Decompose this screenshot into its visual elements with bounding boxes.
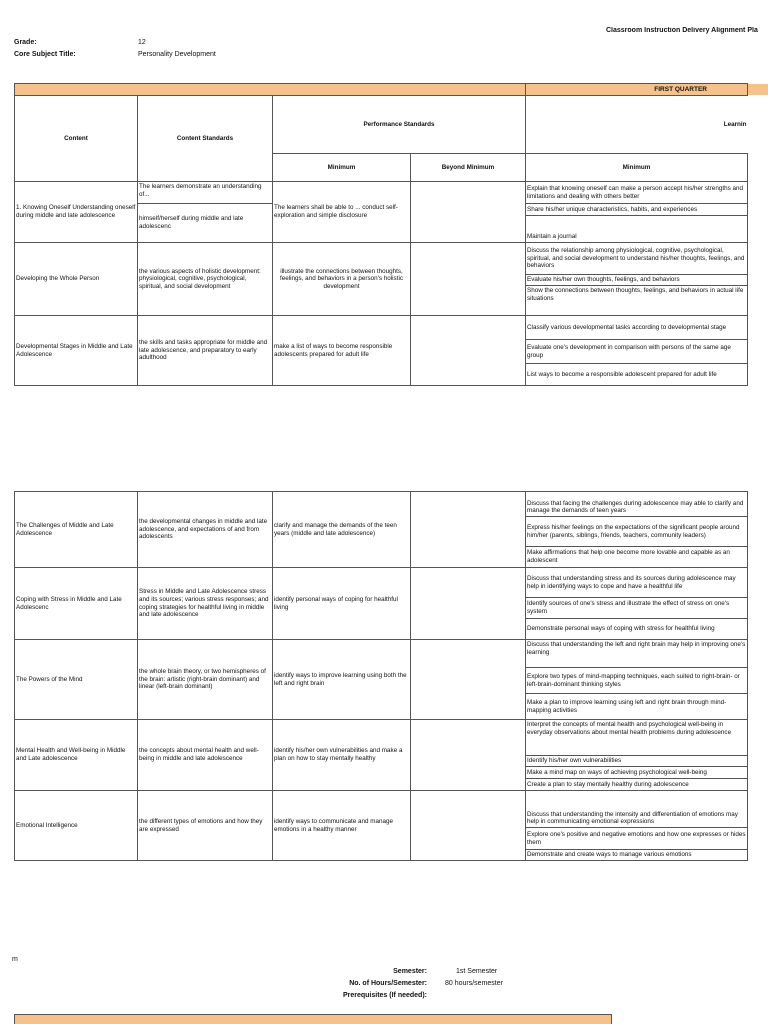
header-learning: Learnin [526, 96, 748, 154]
competency-cell: Identify sources of one's stress and illustrate the effect of stress on one's system [526, 598, 748, 619]
competency-cell: Make a plan to improve learning using left and right brain through mind-mapping activities [526, 694, 748, 720]
content-cell: Emotional Intelligence [15, 791, 138, 861]
beyond-minimum-cell [411, 568, 526, 640]
doc-title: Classroom Instruction Delivery Alignment Pla [606, 27, 758, 34]
quarter-band-left [15, 84, 526, 96]
beyond-minimum-cell [411, 182, 526, 243]
grade-label: Grade: [14, 39, 37, 46]
standards-cell: The learners demonstrate an understanding of... [138, 182, 273, 204]
competency-cell: Demonstrate and create ways to manage various emotions [526, 850, 748, 861]
standards-cell: the different types of emotions and how they are expressed [138, 791, 273, 861]
competency-cell: Explore one's positive and negative emotions and how one expresses or hides them [526, 828, 748, 850]
header-content-standards: Content Standards [138, 96, 273, 182]
content-cell: Developmental Stages in Middle and Late Adolescence [15, 316, 138, 386]
competency-cell: Explain that knowing oneself can make a person accept his/her strengths and limitations and dealing with others better [526, 182, 748, 204]
competency-cell: List ways to become a responsible adolescent prepared for adult life [526, 364, 748, 386]
header-minimum: Minimum [273, 154, 411, 182]
competency-cell: Make a mind map on ways of achieving psychological well-being [526, 767, 748, 779]
grade-value: 12 [138, 39, 146, 46]
table-first-quarter [14, 83, 748, 386]
header-performance-standards: Performance Standards [273, 96, 526, 154]
competency-cell: Express his/her feelings on the expectations of the significant people around him/her (parents, siblings, friends, teachers, community leaders) [526, 517, 748, 547]
standards-cell: the developmental changes in middle and late adolescence, and expectations of and from adolescents [138, 492, 273, 568]
standards-cell: the skills and tasks appropriate for middle and late adolescence, and preparatory to early adulthood [138, 316, 273, 386]
subject-value: Personality Development [138, 51, 216, 58]
competency-cell: Identify his/her own vulnerabilities [526, 756, 748, 767]
competency-cell: Maintain a journal [526, 216, 748, 243]
standards-cell: the whole brain theory, or two hemispheres of the brain: artistic (right-brain dominant) and linear (left-brain dominant) [138, 640, 273, 720]
competency-cell: Discuss that facing the challenges during adolescence may able to clarify and manage the demands of teen years [526, 492, 748, 517]
performance-cell: clarify and manage the demands of the teen years (middle and late adolescence) [273, 492, 411, 568]
standards-cell: the various aspects of holistic development: physiological, cognitive, psychological, spiritual, and social development [138, 243, 273, 316]
content-cell: Mental Health and Well-being in Middle and Late adolescence [15, 720, 138, 791]
beyond-minimum-cell [411, 791, 526, 861]
competency-cell: Classify various developmental tasks according to developmental stage [526, 316, 748, 340]
competency-cell: Discuss that understanding stress and its sources during adolescence may help in identifying ways to cope and have a healthful life [526, 568, 748, 598]
beyond-minimum-cell [411, 243, 526, 316]
footer-left-fragment: m [12, 956, 18, 963]
standards-cell: himself/herself during middle and late adolescenc [138, 204, 273, 243]
header-beyond-minimum: Beyond Minimum [411, 154, 526, 182]
performance-cell: identify personal ways of coping for healthful living [273, 568, 411, 640]
performance-cell: identify ways to improve learning using both the left and right brain [273, 640, 411, 720]
header-lc-minimum: Minimum [526, 154, 748, 182]
content-cell: The Powers of the Mind [15, 640, 138, 720]
competency-cell: Show the connections between thoughts, feelings, and behaviors in actual life situations [526, 286, 748, 316]
competency-cell: Discuss that understanding the left and right brain may help in improving one's learning [526, 640, 748, 668]
competency-cell: Discuss the relationship among physiological, cognitive, psychological, spiritual, and social development to understand his/her thoughts, feelings, and behaviors [526, 243, 748, 275]
performance-cell: The learners shall be able to ... conduct self-exploration and simple disclosure [273, 182, 411, 243]
table-continued [14, 491, 748, 861]
performance-cell: identify ways to communicate and manage emotions in a healthy manner [273, 791, 411, 861]
competency-cell: Share his/her unique characteristics, habits, and experiences [526, 204, 748, 216]
content-cell: 1. Knowing Oneself Understanding oneself during middle and late adolescence [15, 182, 138, 243]
performance-cell: illustrate the connections between thoughts, feelings, and behaviors in a person's holistic development [273, 243, 411, 316]
beyond-minimum-cell [411, 720, 526, 791]
competency-cell: Evaluate one's development in comparison with persons of the same age group [526, 340, 748, 364]
next-section-band [14, 1014, 612, 1024]
hours-value: 80 hours/semester [445, 980, 503, 987]
competency-cell: Create a plan to stay mentally healthy during adolescence [526, 779, 748, 791]
standards-cell: Stress in Middle and Late Adolescence stress and its sources; various stress responses; and coping strategies for healthful living in middle and late adolescence [138, 568, 273, 640]
beyond-minimum-cell [411, 316, 526, 386]
semester-value: 1st Semester [456, 968, 498, 975]
performance-cell: make a list of ways to become responsible adolescents prepared for adult life [273, 316, 411, 386]
beyond-minimum-cell [411, 640, 526, 720]
standards-cell: the concepts about mental health and well- being in middle and late adolescence [138, 720, 273, 791]
beyond-minimum-cell [411, 492, 526, 568]
content-cell: Developing the Whole Person [15, 243, 138, 316]
competency-cell: Demonstrate personal ways of coping with stress for healthful living [526, 619, 748, 640]
subject-label: Core Subject Title: [14, 51, 76, 58]
quarter-band-extension [746, 84, 768, 95]
competency-cell: Evaluate his/her own thoughts, feelings, and behaviors [526, 275, 748, 286]
performance-cell: identify his/her own vulnerabilities and make a plan on how to stay mentally healthy [273, 720, 411, 791]
content-cell: The Challenges of Middle and Late Adolescence [15, 492, 138, 568]
prereq-label: Prerequisites (If needed): [342, 992, 427, 999]
competency-cell: Explore two types of mind-mapping techniques, each suited to right-brain- or left-brain-dominant thinking styles [526, 668, 748, 694]
competency-cell: Interpret the concepts of mental health and psychological well-being in everyday observations about mental health problems during adolescence [526, 720, 748, 756]
semester-label: Semester: [393, 968, 427, 975]
content-cell: Coping with Stress in Middle and Late Adolescenc [15, 568, 138, 640]
header-content: Content [15, 96, 138, 182]
competency-cell: Discuss that understanding the intensity and differentiation of emotions may help in communicating emotional expressions [526, 791, 748, 828]
hours-label: No. of Hours/Semester: [349, 980, 427, 987]
competency-cell: Make affirmations that help one become more lovable and capable as an adolescent [526, 547, 748, 568]
quarter-label: FIRST QUARTER [526, 84, 748, 96]
